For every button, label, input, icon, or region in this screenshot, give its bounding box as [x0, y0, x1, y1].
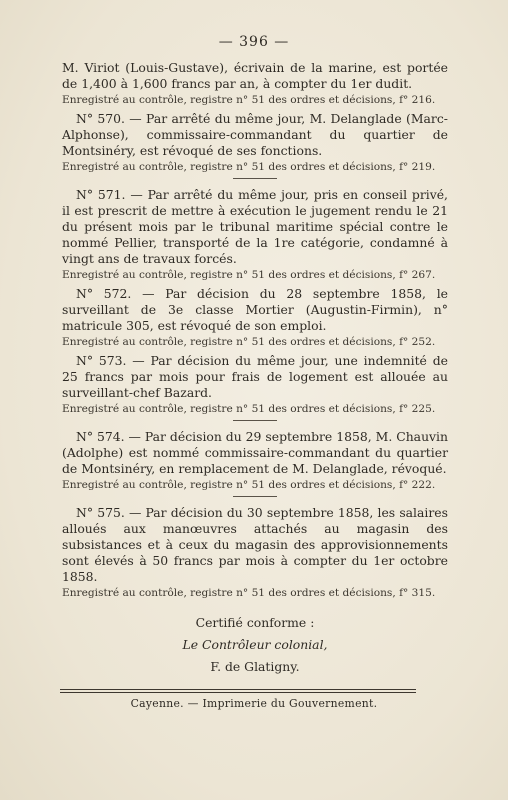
printer-imprint: Cayenne. — Imprimerie du Gouvernement.: [130, 697, 378, 710]
separator-rule: [233, 178, 277, 179]
footer-rule-bottom: [60, 692, 416, 693]
certification-block: [62, 612, 448, 678]
entry-text: M. Viriot (Louis-Gustave), écrivain de la marine, est portée de 1,400 à 1,600 francs par an, à compter du 1er dudit.: [62, 60, 448, 91]
signatory-name: F. de Glatigny.: [210, 659, 300, 674]
separator-rule: [233, 496, 277, 497]
entry-registration: Enregistré au contrôle, registre n° 51 des ordres et décisions, f° 216.: [62, 94, 436, 106]
entry-text: N° 570. — Par arrêté du même jour, M. Delanglade (Marc-Alphonse), commissaire-commandant du quartier de Montsinéry, est révoqué de ses fonctions.: [62, 111, 448, 158]
controller-title: Le Contrôleur colonial,: [182, 637, 328, 652]
entry-text: N° 571. — Par arrêté du même jour, pris en conseil privé, il est prescrit de mettre à exécution le jugement rendu le 21 du présent mois par le tribunal maritime spécial contre le nommé Pellier, transporté de la 1re catégorie, condamné à vingt ans de travaux forcés.: [62, 187, 448, 266]
entry-text: N° 573. — Par décision du même jour, une indemnité de 25 francs par mois pour frais de logement est allouée au surveillant-chef Bazard.: [62, 353, 448, 400]
entry-registration: Enregistré au contrôle, registre n° 51 des ordres et décisions, f° 252.: [62, 336, 436, 348]
separator-rule: [233, 420, 277, 421]
entry-registration: Enregistré au contrôle, registre n° 51 des ordres et décisions, f° 267.: [62, 269, 436, 281]
entry-registration: Enregistré au contrôle, registre n° 51 des ordres et décisions, f° 315.: [62, 587, 436, 599]
entry-text: N° 574. — Par décision du 29 septembre 1858, M. Chauvin (Adolphe) est nommé commissaire-commandant du quartier de Montsinéry, en remplacement de M. Delanglade, révoqué.: [62, 429, 448, 476]
page-number: — 396 —: [218, 34, 290, 50]
entry-registration: Enregistré au contrôle, registre n° 51 des ordres et décisions, f° 222.: [62, 479, 436, 491]
entry-registration: Enregistré au contrôle, registre n° 51 des ordres et décisions, f° 219.: [62, 161, 436, 173]
certification-line: Certifié conforme :: [195, 615, 315, 630]
entry-text: N° 575. — Par décision du 30 septembre 1858, les salaires alloués aux manœuvres attachés au magasin des subsistances et à ceux du magasin des approvisionnements sont élevés à 50 francs par mois à compter du 1er octobre 1858.: [62, 505, 448, 584]
document-body: [62, 60, 448, 678]
entry-text: N° 572. — Par décision du 28 septembre 1858, le surveillant de 3e classe Mortier (Augustin-Firmin), n° matricule 305, est révoqué de son emploi.: [62, 286, 448, 333]
footer-rule-top: [60, 689, 416, 690]
entry-registration: Enregistré au contrôle, registre n° 51 des ordres et décisions, f° 225.: [62, 403, 436, 415]
